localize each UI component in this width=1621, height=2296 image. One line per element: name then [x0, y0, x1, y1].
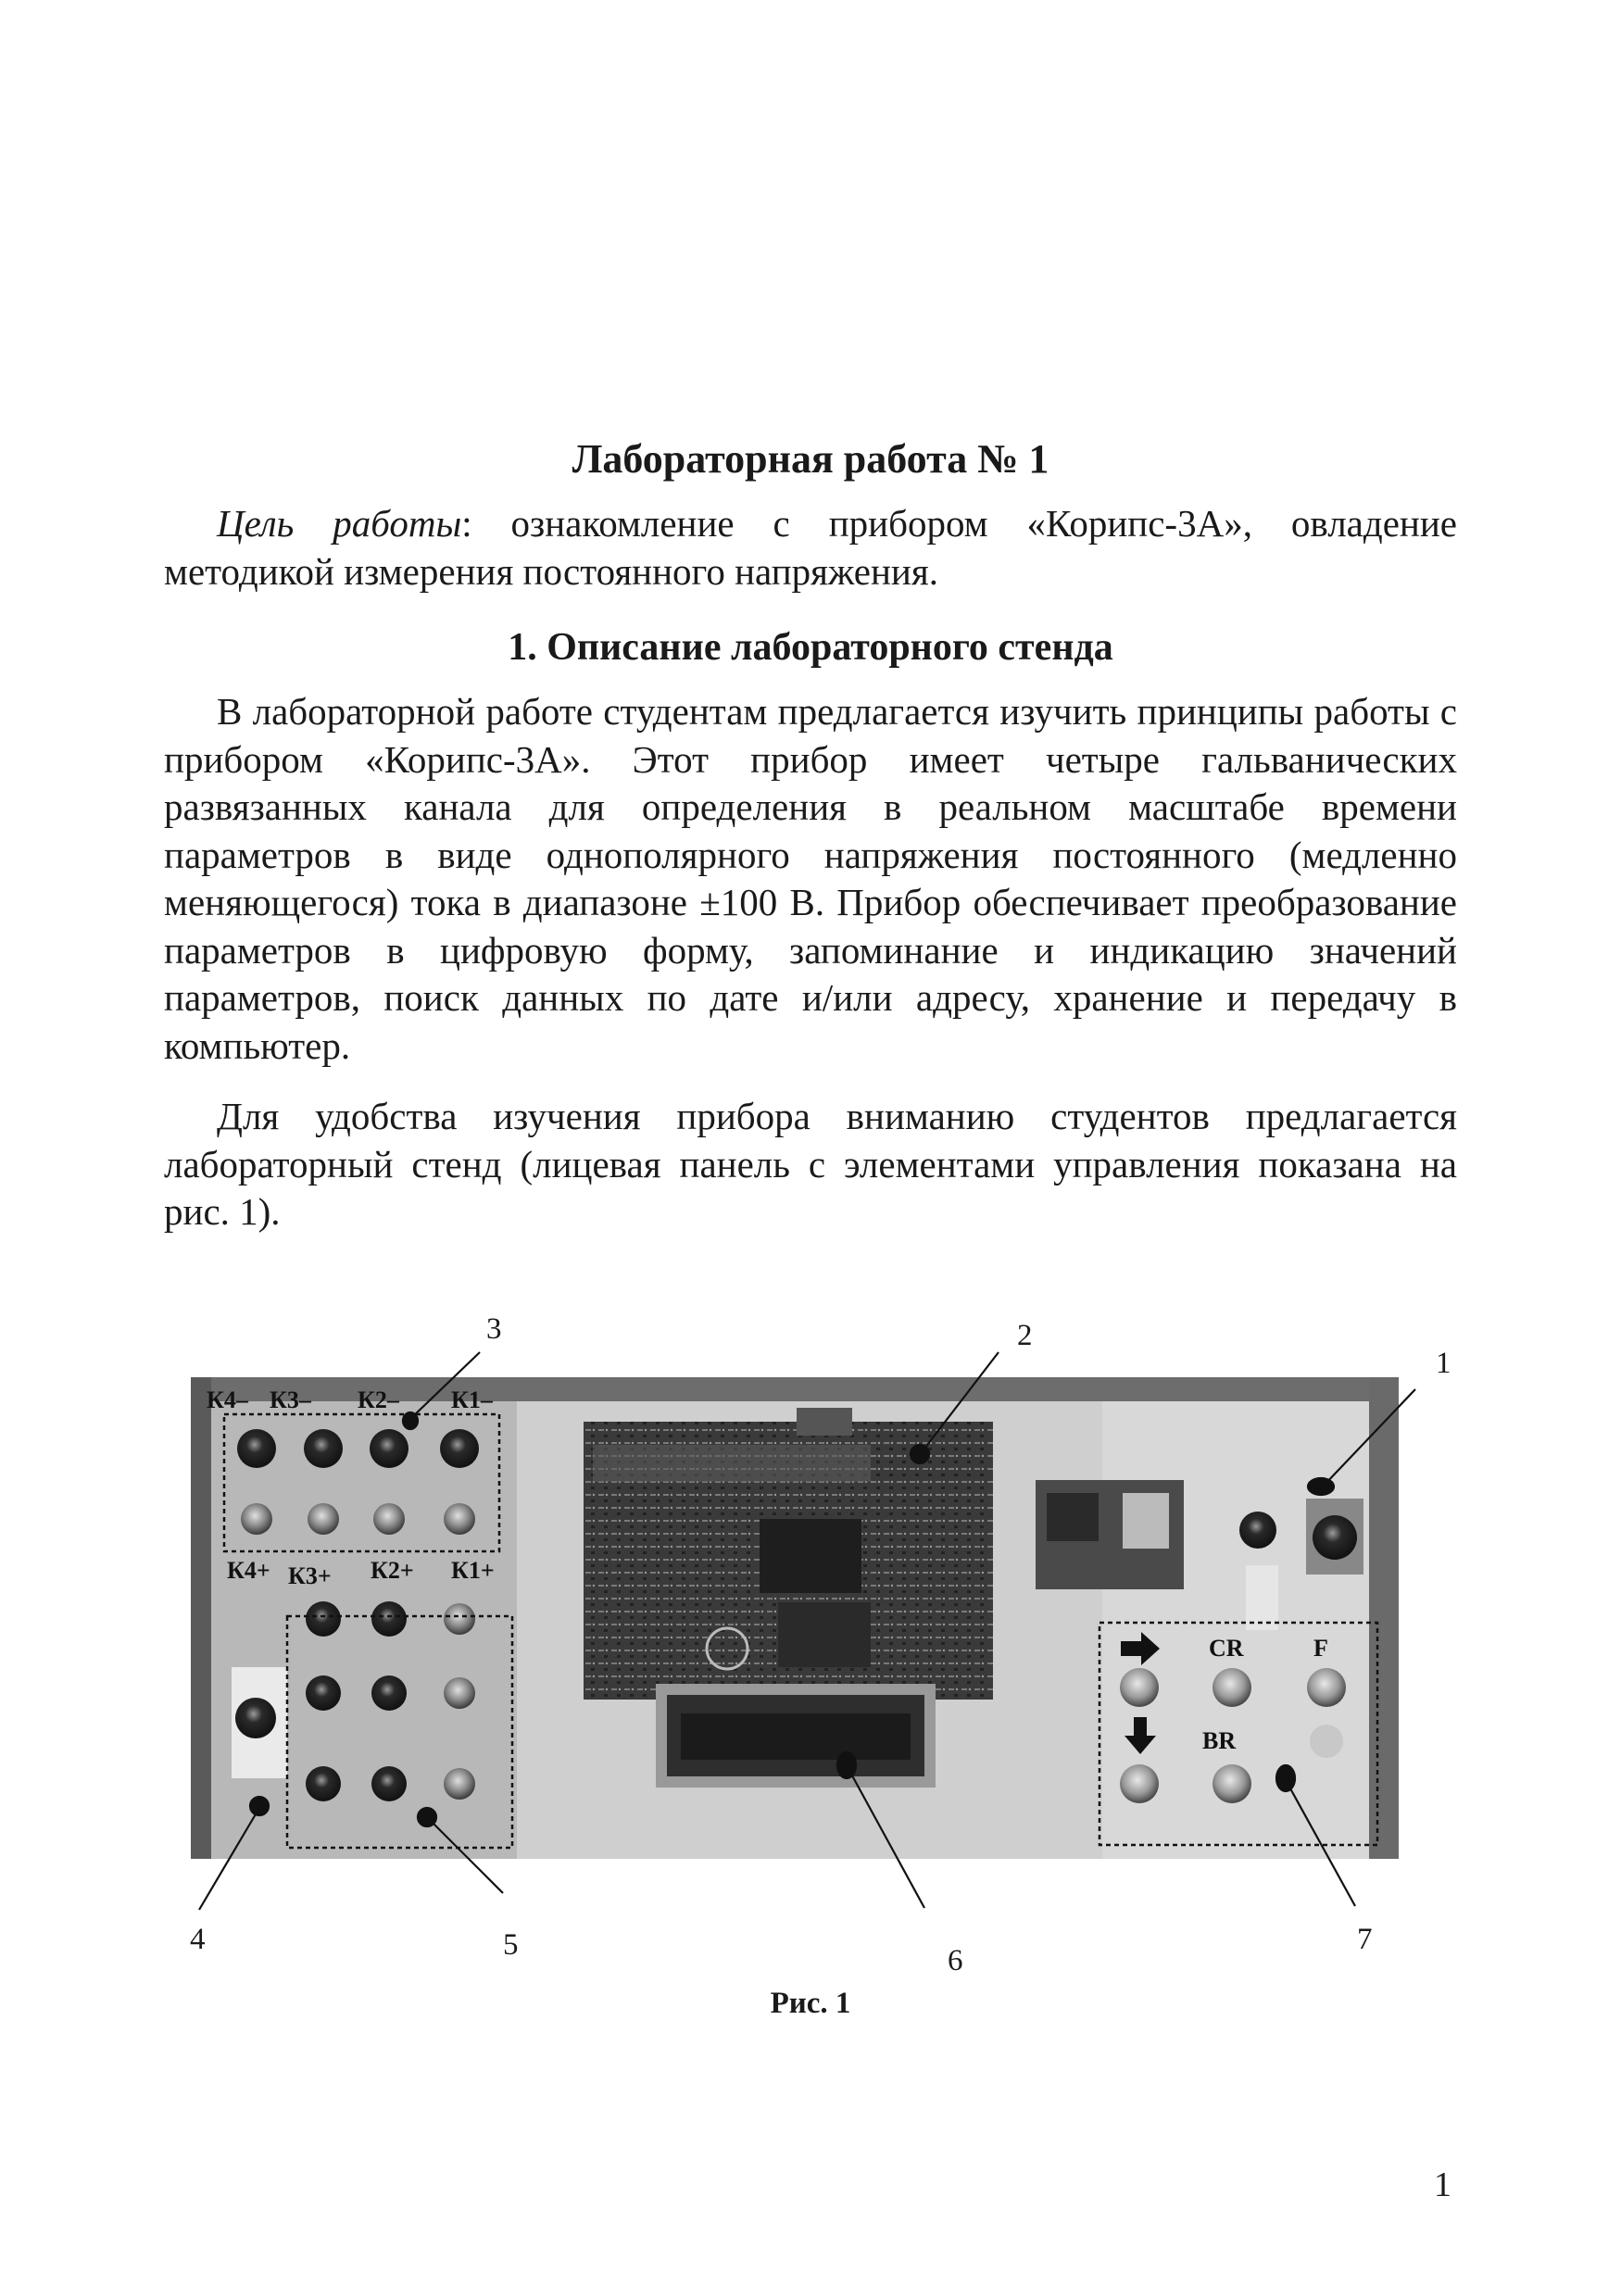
callout-4: 4 [190, 1923, 206, 1956]
paragraph-2-text: Для удобства изучения прибора вниманию студентов предлагается лабораторный стенд (лицевая панель с элементами управления показана на рис. 1). [164, 1095, 1457, 1233]
device-photo [191, 1377, 1399, 1859]
label-cr: CR [1209, 1635, 1244, 1662]
goal-text: : ознакомление с прибором «Корипс-3А», овладение методикой измерения постоянного напряжения. [164, 502, 1457, 593]
label-br: BR [1202, 1727, 1237, 1754]
callout-5: 5 [503, 1928, 519, 1962]
label-k4-plus: К4+ [227, 1557, 270, 1584]
label-k1-plus: К1+ [451, 1557, 495, 1584]
label-k3-plus: К3+ [288, 1562, 332, 1589]
callout-2: 2 [1017, 1319, 1033, 1352]
paragraph-1-text: В лабораторной работе студентам предлагается изучить принципы работы с прибором «Корипс-3А». Этот прибор имеет четыре гальванических развязанных канала для определения в реальном масштабе времени параметров в виде однополярного напряжения постоянного (медленно меняющегося) тока в диапазоне ±100 В. Прибор обеспечивает преобразование параметров в цифровую форму, запоминание и индикацию значений параметров, поиск данных по дате и/или адресу, хранение и передачу в компьютер. [164, 690, 1457, 1067]
figure-caption: Рис. 1 [770, 1987, 851, 2020]
goal-label: Цель работы [217, 502, 462, 545]
label-k3-minus: К3– [270, 1386, 311, 1413]
section-heading: 1. Описание лабораторного стенда [508, 626, 1113, 669]
bottom-jacks [306, 1601, 475, 1801]
label-f: F [1313, 1635, 1328, 1662]
page-number: 1 [1434, 2165, 1451, 2204]
callout-6: 6 [948, 1944, 963, 1977]
label-k2-minus: К2– [358, 1386, 399, 1413]
label-k4-minus: К4– [207, 1386, 248, 1413]
callout-1: 1 [1436, 1347, 1451, 1380]
callout-7: 7 [1357, 1923, 1373, 1956]
label-k2-plus: К2+ [371, 1557, 414, 1584]
page-title: Лабораторная работа № 1 [572, 436, 1049, 482]
label-k1-minus: К1– [451, 1386, 493, 1413]
callout-3: 3 [486, 1312, 502, 1346]
